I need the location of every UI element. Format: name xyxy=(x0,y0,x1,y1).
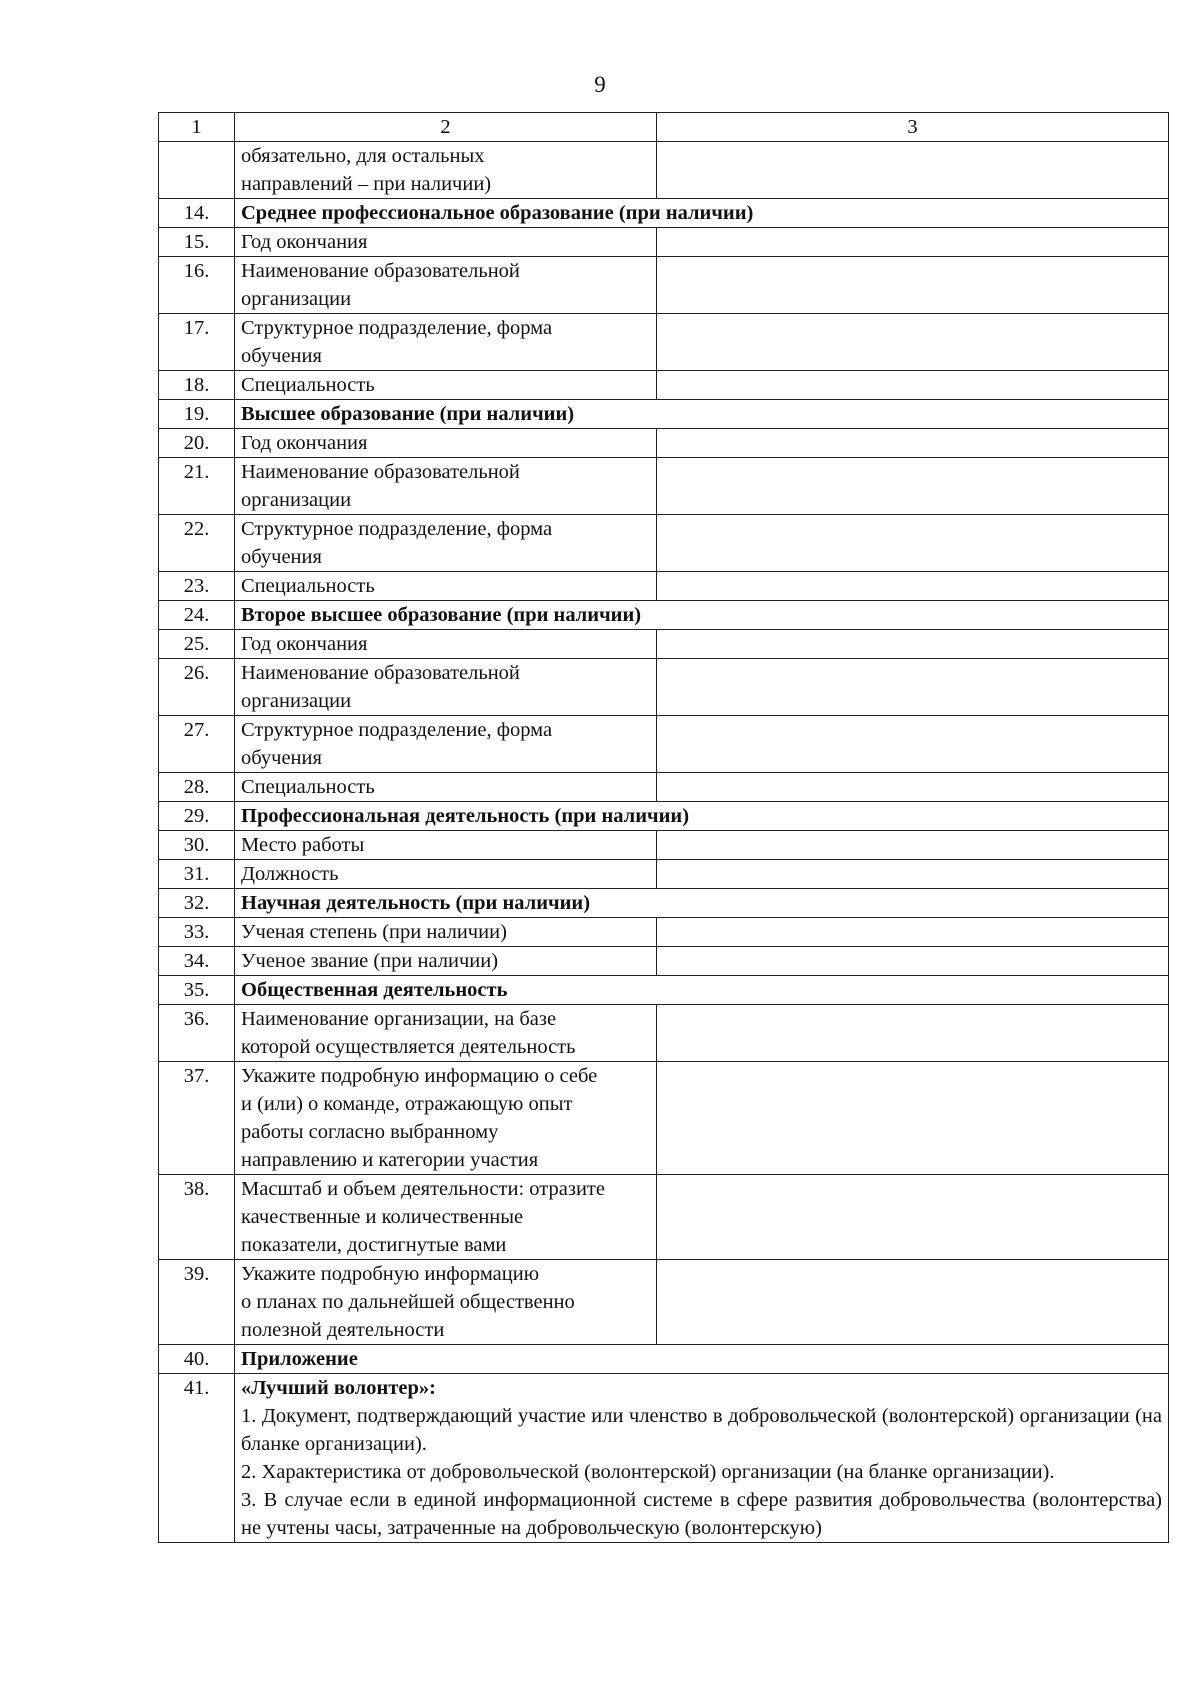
label-line: Год окончания xyxy=(241,633,368,655)
row-number: 37. xyxy=(159,1062,235,1175)
label-line: направлений – при наличии) xyxy=(241,173,492,195)
row-number: 18. xyxy=(159,371,235,400)
table-row xyxy=(159,314,1169,371)
table-row xyxy=(159,429,1169,458)
row-number: 38. xyxy=(159,1175,235,1260)
row-number xyxy=(159,142,235,199)
field-value-cell[interactable] xyxy=(657,1005,1169,1062)
section-heading xyxy=(235,601,1169,630)
label-line: и (или) о команде, отражающую опыт xyxy=(241,1093,573,1115)
label-line: обучения xyxy=(241,747,322,769)
table-row xyxy=(159,1260,1169,1345)
table-row xyxy=(159,371,1169,400)
row-number: 27. xyxy=(159,716,235,773)
label-line: которой осуществляется деятельность xyxy=(241,1036,576,1058)
label-line: Ученая степень (при наличии) xyxy=(241,921,507,943)
row-number: 26. xyxy=(159,659,235,716)
row-number: 17. xyxy=(159,314,235,371)
label-line: Высшее образование (при наличии) xyxy=(241,403,575,425)
field-label xyxy=(235,1005,657,1062)
table-row xyxy=(159,889,1169,918)
page-number: 9 xyxy=(594,72,606,97)
table-row xyxy=(159,802,1169,831)
label-line: Масштаб и объем деятельности: отразите xyxy=(241,1178,605,1200)
table-row xyxy=(159,630,1169,659)
table-row xyxy=(159,142,1169,199)
row-number: 15. xyxy=(159,228,235,257)
field-label xyxy=(235,831,657,860)
field-label xyxy=(235,142,657,199)
label-line: Второе высшее образование (при наличии) xyxy=(241,604,642,626)
field-label xyxy=(235,228,657,257)
label-line: качественные и количественные xyxy=(241,1206,524,1228)
section-heading xyxy=(235,889,1169,918)
appendix-item-1: 1. Документ, подтверждающий участие или членство в добровольческой (волонтерской) организации (на бланке организации). xyxy=(241,1405,1162,1455)
label-line: работы согласно выбранному xyxy=(241,1121,499,1143)
column-header-1: 1 xyxy=(159,113,235,142)
table-row xyxy=(159,860,1169,889)
label-line: Специальность xyxy=(241,776,375,798)
row-number: 31. xyxy=(159,860,235,889)
table-row xyxy=(159,1175,1169,1260)
field-label xyxy=(235,257,657,314)
table-row xyxy=(159,947,1169,976)
label-line: Год окончания xyxy=(241,432,368,454)
section-heading xyxy=(235,199,1169,228)
row-number: 23. xyxy=(159,572,235,601)
table-row xyxy=(159,1345,1169,1374)
row-number: 35. xyxy=(159,976,235,1005)
column-header-2: 2 xyxy=(235,113,657,142)
field-value-cell[interactable] xyxy=(657,659,1169,716)
column-header-3: 3 xyxy=(657,113,1169,142)
label-line: Наименование образовательной xyxy=(241,461,520,483)
row-number: 30. xyxy=(159,831,235,860)
label-line: Наименование образовательной xyxy=(241,662,520,684)
label-line: Структурное подразделение, форма xyxy=(241,518,553,540)
label-line: направлению и категории участия xyxy=(241,1149,539,1171)
field-value-cell[interactable] xyxy=(657,831,1169,860)
row-number: 28. xyxy=(159,773,235,802)
appendix-item-3: 3. В случае если в единой информационной системе в сфере развития добровольчества (волонтерства) не учтены часы, затраченные на добровольческую (волонтерскую) xyxy=(241,1489,1162,1539)
label-line: организации xyxy=(241,690,352,712)
column-header-row xyxy=(159,113,1169,142)
label-line: Структурное подразделение, форма xyxy=(241,317,553,339)
table-row xyxy=(159,773,1169,802)
field-label xyxy=(235,630,657,659)
row-number: 39. xyxy=(159,1260,235,1345)
field-value-cell[interactable] xyxy=(657,773,1169,802)
label-line: Укажите подробную информацию xyxy=(241,1263,540,1285)
field-value-cell[interactable] xyxy=(657,860,1169,889)
label-line: показатели, достигнутые вами xyxy=(241,1234,507,1256)
label-line: Приложение xyxy=(241,1348,358,1370)
table-row xyxy=(159,976,1169,1005)
row-number: 21. xyxy=(159,458,235,515)
label-line: Наименование организации, на базе xyxy=(241,1008,557,1030)
field-label xyxy=(235,515,657,572)
section-heading xyxy=(235,976,1169,1005)
field-value-cell[interactable] xyxy=(657,429,1169,458)
row-number: 34. xyxy=(159,947,235,976)
appendix-best-volunteer xyxy=(235,1374,1169,1543)
label-line: о планах по дальнейшей общественно xyxy=(241,1291,575,1313)
field-label xyxy=(235,716,657,773)
label-line: Среднее профессиональное образование (при наличии) xyxy=(241,202,754,224)
section-heading xyxy=(235,1345,1169,1374)
label-line: организации xyxy=(241,288,352,310)
table-row-41 xyxy=(159,1374,1169,1543)
table-row xyxy=(159,572,1169,601)
label-line: Наименование образовательной xyxy=(241,260,520,282)
field-value-cell[interactable] xyxy=(657,1062,1169,1175)
row-number: 40. xyxy=(159,1345,235,1374)
appendix-item-2: 2. Характеристика от добровольческой (волонтерской) организации (на бланке организации). xyxy=(241,1461,1055,1483)
row-number: 36. xyxy=(159,1005,235,1062)
label-line: Научная деятельность (при наличии) xyxy=(241,892,591,914)
table-row xyxy=(159,831,1169,860)
table-row xyxy=(159,918,1169,947)
field-value-cell[interactable] xyxy=(657,314,1169,371)
field-value-cell[interactable] xyxy=(657,1260,1169,1345)
field-label xyxy=(235,458,657,515)
row-number: 16. xyxy=(159,257,235,314)
section-heading xyxy=(235,802,1169,831)
field-value-cell[interactable] xyxy=(657,458,1169,515)
field-value-cell[interactable] xyxy=(657,572,1169,601)
table-row xyxy=(159,601,1169,630)
table-row xyxy=(159,1005,1169,1062)
row-number: 41. xyxy=(159,1374,235,1543)
section-heading xyxy=(235,400,1169,429)
label-line: полезной деятельности xyxy=(241,1319,445,1341)
row-number: 33. xyxy=(159,918,235,947)
field-value-cell[interactable] xyxy=(657,630,1169,659)
label-line: Ученое звание (при наличии) xyxy=(241,950,499,972)
table-row xyxy=(159,458,1169,515)
field-label xyxy=(235,429,657,458)
table-row xyxy=(159,400,1169,429)
field-label xyxy=(235,1175,657,1260)
table-row xyxy=(159,228,1169,257)
label-line: обучения xyxy=(241,546,322,568)
field-label xyxy=(235,773,657,802)
label-line: Укажите подробную информацию о себе xyxy=(241,1065,598,1087)
field-value-cell[interactable] xyxy=(657,142,1169,199)
row-number: 19. xyxy=(159,400,235,429)
label-line: Место работы xyxy=(241,834,365,856)
table-row xyxy=(159,199,1169,228)
field-value-cell[interactable] xyxy=(657,228,1169,257)
row-number: 25. xyxy=(159,630,235,659)
row-number: 22. xyxy=(159,515,235,572)
application-form-table xyxy=(158,112,1169,1543)
field-label xyxy=(235,1062,657,1175)
field-label xyxy=(235,572,657,601)
label-line: Общественная деятельность xyxy=(241,979,508,1001)
table-row xyxy=(159,1062,1169,1175)
label-line: Должность xyxy=(241,863,339,885)
field-value-cell[interactable] xyxy=(657,716,1169,773)
table-row xyxy=(159,515,1169,572)
label-line: Год окончания xyxy=(241,231,368,253)
label-line: Специальность xyxy=(241,575,375,597)
row-number: 24. xyxy=(159,601,235,630)
field-label xyxy=(235,659,657,716)
label-line: Структурное подразделение, форма xyxy=(241,719,553,741)
label-line: организации xyxy=(241,489,352,511)
field-value-cell[interactable] xyxy=(657,257,1169,314)
label-line: Специальность xyxy=(241,374,375,396)
field-label xyxy=(235,860,657,889)
field-label xyxy=(235,371,657,400)
row-number: 32. xyxy=(159,889,235,918)
field-value-cell[interactable] xyxy=(657,947,1169,976)
field-label xyxy=(235,947,657,976)
label-line: обязательно, для остальных xyxy=(241,145,485,167)
table-row xyxy=(159,257,1169,314)
field-value-cell[interactable] xyxy=(657,918,1169,947)
field-value-cell[interactable] xyxy=(657,371,1169,400)
field-value-cell[interactable] xyxy=(657,515,1169,572)
field-value-cell[interactable] xyxy=(657,1175,1169,1260)
table-row xyxy=(159,716,1169,773)
row-number: 20. xyxy=(159,429,235,458)
label-line: Профессиональная деятельность (при наличии) xyxy=(241,805,690,827)
label-line: обучения xyxy=(241,345,322,367)
field-label xyxy=(235,918,657,947)
table-row xyxy=(159,659,1169,716)
row-number: 29. xyxy=(159,802,235,831)
field-label xyxy=(235,314,657,371)
field-label xyxy=(235,1260,657,1345)
row-number: 14. xyxy=(159,199,235,228)
appendix-title: «Лучший волонтер»: xyxy=(241,1377,437,1399)
